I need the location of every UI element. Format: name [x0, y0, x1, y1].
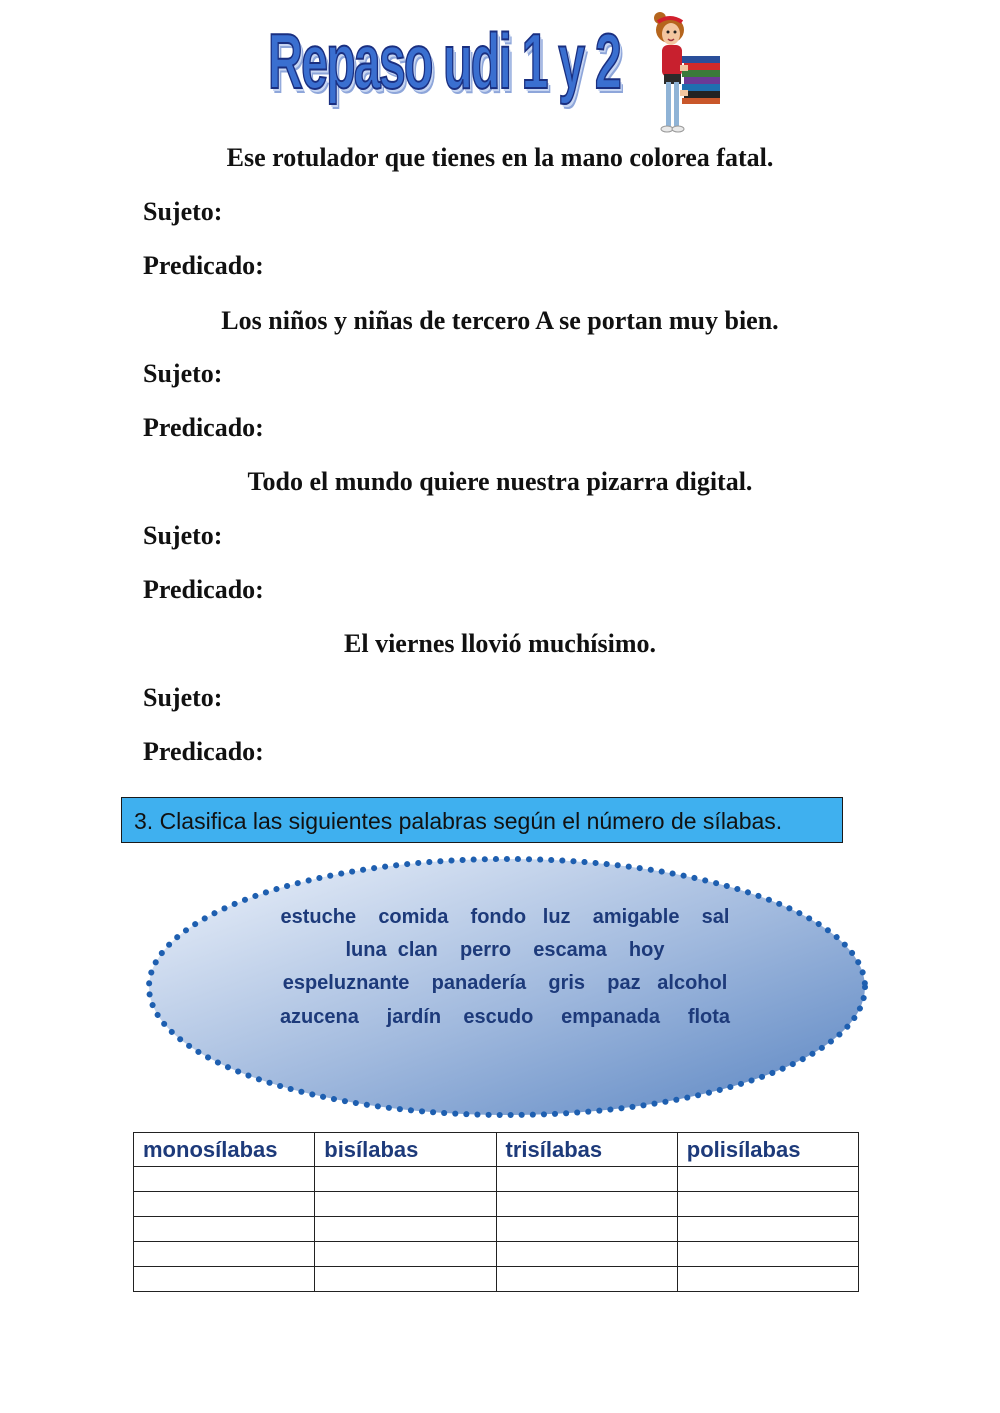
predicate-label-3: Predicado: [143, 575, 264, 604]
sentence-3: Todo el mundo quiere nuestra pizarra digital. [247, 467, 753, 496]
word-line-3: espeluznante panadería gris paz alcohol [282, 972, 728, 994]
answer-cell[interactable] [677, 1217, 858, 1242]
answer-cell[interactable] [677, 1242, 858, 1267]
subject-label-4: Sujeto: [143, 683, 223, 712]
table-row [134, 1167, 859, 1192]
answer-cell[interactable] [315, 1267, 496, 1292]
answer-cell[interactable] [496, 1267, 677, 1292]
subject-label-3: Sujeto: [143, 521, 223, 550]
answer-cell[interactable] [134, 1242, 315, 1267]
answer-cell[interactable] [134, 1192, 315, 1217]
word-line-1: estuche comida fondo luz amigable sal [280, 906, 730, 928]
girl-with-books-icon [640, 10, 740, 140]
section-3-heading: 3. Clasifica las siguientes palabras según el número de sílabas. [121, 797, 843, 843]
word-line-4: azucena jardín escudo empanada flota [279, 1006, 731, 1028]
table-row [134, 1242, 859, 1267]
answer-cell[interactable] [496, 1242, 677, 1267]
answer-cell[interactable] [677, 1267, 858, 1292]
table-row [134, 1192, 859, 1217]
answer-cell[interactable] [315, 1242, 496, 1267]
header-monosilabas: monosílabas [134, 1133, 315, 1167]
sentence-2: Los niños y niñas de tercero A se portan muy bien. [221, 306, 779, 335]
predicate-label-2: Predicado: [143, 413, 264, 442]
answer-cell[interactable] [496, 1192, 677, 1217]
answer-cell[interactable] [315, 1217, 496, 1242]
subject-label-1: Sujeto: [143, 197, 223, 226]
answer-cell[interactable] [496, 1167, 677, 1192]
subject-label-2: Sujeto: [143, 359, 223, 388]
answer-cell[interactable] [134, 1267, 315, 1292]
header-polisilabas: polisílabas [677, 1133, 858, 1167]
sentence-4: El viernes llovió muchísimo. [344, 629, 656, 658]
answer-cell[interactable] [315, 1167, 496, 1192]
worksheet-title: Repaso udi 1 y 2 [268, 17, 620, 105]
predicate-label-1: Predicado: [143, 251, 264, 280]
word-line-2: luna clan perro escama hoy [345, 939, 665, 961]
table-row [134, 1267, 859, 1292]
answer-cell[interactable] [315, 1192, 496, 1217]
table-header-row [134, 1133, 859, 1167]
answer-cell[interactable] [496, 1217, 677, 1242]
predicate-label-4: Predicado: [143, 737, 264, 766]
table-row [134, 1217, 859, 1242]
answer-cell[interactable] [134, 1217, 315, 1242]
sentence-1: Ese rotulador que tienes en la mano colorea fatal. [226, 143, 774, 172]
syllable-table [133, 1132, 859, 1292]
answer-cell[interactable] [677, 1192, 858, 1217]
header-bisilabas: bisílabas [315, 1133, 496, 1167]
answer-cell[interactable] [677, 1167, 858, 1192]
answer-cell[interactable] [134, 1167, 315, 1192]
header-trisilabas: trisílabas [496, 1133, 677, 1167]
